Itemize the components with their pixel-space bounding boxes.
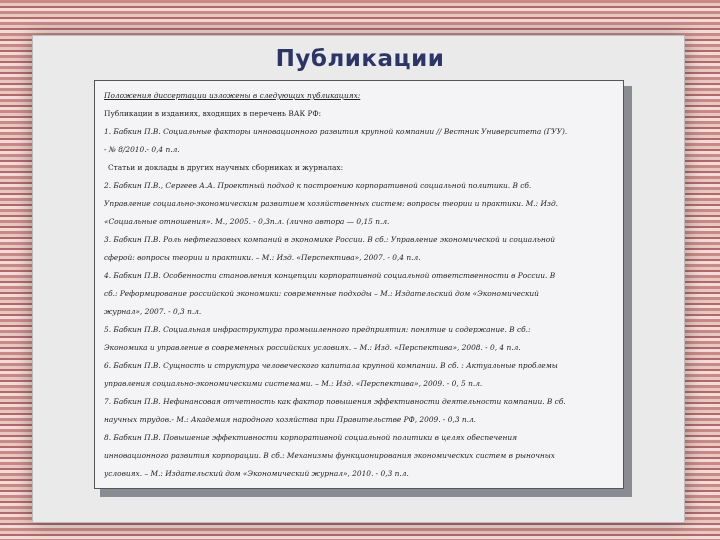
publication-line: 3. Бабкин П.В. Роль нефтегазовых компаний в экономике России. В сб.: Управление экономической и социальной [104, 235, 555, 244]
publication-line: 7. Бабкин П.В. Нефинансовая отчетность как фактор повышения эффективности деятельности компании. В сб. [104, 397, 566, 406]
publication-line: Публикации в изданиях, входящих в перечень ВАК РФ: [104, 109, 322, 118]
publication-line: - № 8/2010.- 0,4 п.л. [104, 145, 180, 154]
publication-line: 5. Бабкин П.В. Социальная инфраструктура промышленного предприятия: понятие и содержание. В сб.: [104, 325, 531, 334]
publication-line: инновационного развития корпорации. В сб.: Механизмы функционирования экономических систем в рыночных [104, 451, 555, 460]
publication-line: 4. Бабкин П.В. Особенности становления концепции корпоративной социальной ответственности в России. В [104, 271, 556, 280]
publication-line: научных трудов.- М.: Академия народного хозяйства при Правительстве РФ, 2009. - 0,3 п.л. [104, 415, 477, 424]
publication-line: Управление социально-экономическим развитием хозяйственных систем: вопросы теории и практики. М.: Изд. [104, 199, 558, 208]
publications-text-box [94, 80, 624, 489]
publication-line: сб.: Реформирование российской экономики: современные подходы – М.: Издательский дом «Экономический [104, 289, 539, 298]
publication-line: 6. Бабкин П.В. Сущность и структура человеческого капитала крупной компании. В сб. : Актуальные проблемы [104, 361, 558, 370]
publication-line: управления социально-экономическими системами. – М.: Изд. «Перспектива», 2009. - 0, 5 п.л. [104, 379, 483, 388]
publication-line: Положения диссертации изложены в следующих публикациях: [104, 91, 361, 100]
publication-line: «Социальные отношения». М., 2005. - 0,3п.л. (лично автора — 0,15 п.л. [104, 217, 390, 226]
publication-line: журнал», 2007. - 0,3 п.л. [104, 307, 202, 316]
publication-line: 1. Бабкин П.В. Социальные факторы инновационного развития крупной компании // Вестник Университета (ГУУ). [104, 127, 568, 136]
publication-line: условиях. – М.: Издательский дом «Экономический журнал», 2010. - 0,3 п.л. [104, 469, 409, 478]
publication-line: сферой: вопросы теории и практики. – М.: Изд. «Перспектива», 2007. - 0,4 п.л. [104, 253, 421, 262]
slide-title: Публикации [275, 46, 445, 72]
publication-line: 2. Бабкин П.В., Сергеев А.А. Проектный подход к построению корпоративной социальной политики. В сб. [104, 181, 532, 190]
publication-line: 8. Бабкин П.В. Повышение эффективности корпоративной социальной политики в целях обеспечения [104, 433, 518, 442]
publication-line: Экономика и управление в современных российских условиях. – М.: Изд. «Перспектива», 2008. - 0, 4 п.л. [104, 343, 521, 352]
publication-line: Статьи и доклады в других научных сборниках и журналах: [108, 163, 344, 172]
